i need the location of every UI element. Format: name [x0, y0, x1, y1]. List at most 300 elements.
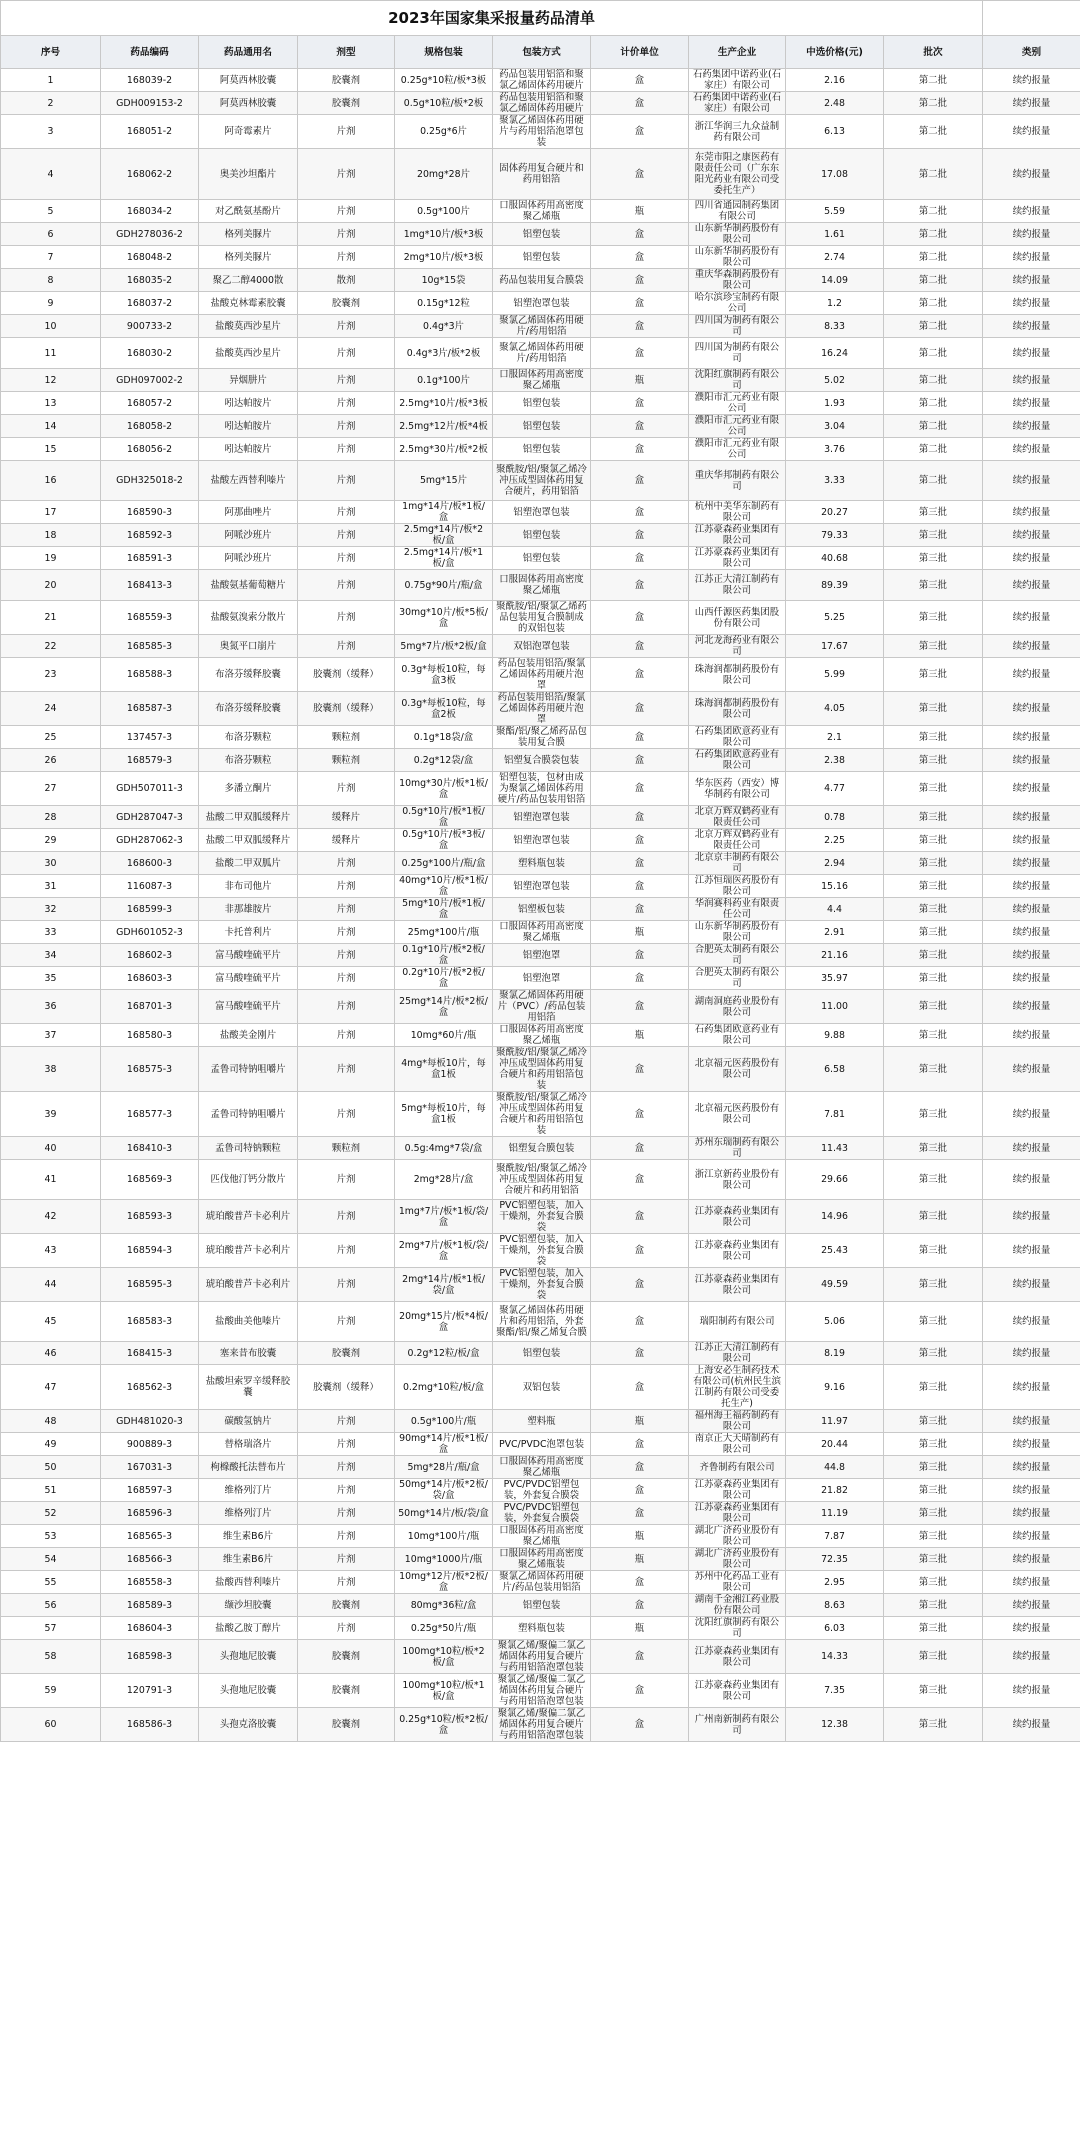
cell-index[interactable]: 47: [1, 1365, 101, 1410]
cell-package-method[interactable]: 药品包装用复合膜袋: [493, 269, 591, 292]
cell-generic-name[interactable]: 盐酸二甲双胍片: [199, 852, 298, 875]
cell-package-method[interactable]: 聚氯乙烯固体药用硬片/药品包装用铝箔: [493, 1571, 591, 1594]
cell-batch[interactable]: 第三批: [884, 921, 983, 944]
cell-drug-code[interactable]: 168592-3: [101, 524, 199, 547]
cell-manufacturer[interactable]: 北京万辉双鹤药业有限责任公司: [689, 806, 786, 829]
cell-batch[interactable]: 第三批: [884, 806, 983, 829]
cell-drug-code[interactable]: 168586-3: [101, 1708, 199, 1742]
cell-index[interactable]: 29: [1, 829, 101, 852]
cell-selected-price[interactable]: 29.66: [786, 1160, 884, 1200]
cell-pricing-unit[interactable]: 盒: [591, 292, 689, 315]
cell-spec-package[interactable]: 0.2mg*10粒/板/盒: [395, 1365, 493, 1410]
cell-category[interactable]: 续约报量: [983, 1365, 1080, 1410]
cell-batch[interactable]: 第三批: [884, 601, 983, 635]
cell-batch[interactable]: 第三批: [884, 1674, 983, 1708]
cell-category[interactable]: 续约报量: [983, 1160, 1080, 1200]
cell-manufacturer[interactable]: 江苏豪森药业集团有限公司: [689, 1234, 786, 1268]
cell-drug-code[interactable]: 168051-2: [101, 115, 199, 149]
cell-selected-price[interactable]: 49.59: [786, 1268, 884, 1302]
cell-pricing-unit[interactable]: 盒: [591, 115, 689, 149]
cell-drug-code[interactable]: 168583-3: [101, 1302, 199, 1342]
cell-index[interactable]: 58: [1, 1640, 101, 1674]
cell-drug-code[interactable]: 168062-2: [101, 149, 199, 200]
cell-package-method[interactable]: 口服固体药用高密度聚乙烯瓶: [493, 200, 591, 223]
cell-batch[interactable]: 第二批: [884, 223, 983, 246]
cell-drug-code[interactable]: 168604-3: [101, 1617, 199, 1640]
cell-index[interactable]: 53: [1, 1525, 101, 1548]
cell-dosage-form[interactable]: 片剂: [298, 898, 395, 921]
cell-category[interactable]: 续约报量: [983, 501, 1080, 524]
cell-drug-code[interactable]: 168591-3: [101, 547, 199, 570]
cell-selected-price[interactable]: 2.1: [786, 726, 884, 749]
cell-drug-code[interactable]: GDH287047-3: [101, 806, 199, 829]
cell-dosage-form[interactable]: 片剂: [298, 1525, 395, 1548]
cell-index[interactable]: 24: [1, 692, 101, 726]
cell-category[interactable]: 续约报量: [983, 601, 1080, 635]
cell-index[interactable]: 40: [1, 1137, 101, 1160]
cell-manufacturer[interactable]: 重庆华邦制药有限公司: [689, 461, 786, 501]
cell-generic-name[interactable]: 阿那曲唑片: [199, 501, 298, 524]
cell-package-method[interactable]: 聚氯乙烯固体药用硬片/药用铝箔: [493, 315, 591, 338]
cell-selected-price[interactable]: 2.16: [786, 69, 884, 92]
cell-generic-name[interactable]: 孟鲁司特钠颗粒: [199, 1137, 298, 1160]
cell-batch[interactable]: 第三批: [884, 501, 983, 524]
cell-generic-name[interactable]: 多潘立酮片: [199, 772, 298, 806]
cell-package-method[interactable]: 药品包装用铝箔和聚氯乙烯固体药用硬片: [493, 92, 591, 115]
cell-spec-package[interactable]: 0.2g*10片/板*2板/盒: [395, 967, 493, 990]
cell-package-method[interactable]: PVC铝塑包装，加入干燥剂，外套复合膜袋: [493, 1234, 591, 1268]
cell-batch[interactable]: 第二批: [884, 200, 983, 223]
cell-selected-price[interactable]: 11.97: [786, 1410, 884, 1433]
cell-index[interactable]: 15: [1, 438, 101, 461]
cell-spec-package[interactable]: 5mg*每板10片，每盒1板: [395, 1092, 493, 1137]
cell-package-method[interactable]: 铝塑泡罩包装: [493, 292, 591, 315]
cell-manufacturer[interactable]: 北京京丰制药有限公司: [689, 852, 786, 875]
cell-drug-code[interactable]: 120791-3: [101, 1674, 199, 1708]
cell-selected-price[interactable]: 14.96: [786, 1200, 884, 1234]
cell-dosage-form[interactable]: 片剂: [298, 1571, 395, 1594]
cell-index[interactable]: 1: [1, 69, 101, 92]
cell-category[interactable]: 续约报量: [983, 944, 1080, 967]
cell-batch[interactable]: 第二批: [884, 292, 983, 315]
cell-manufacturer[interactable]: 湖南千金湘江药业股份有限公司: [689, 1594, 786, 1617]
cell-selected-price[interactable]: 6.13: [786, 115, 884, 149]
cell-generic-name[interactable]: 盐酸曲美他嗪片: [199, 1302, 298, 1342]
cell-spec-package[interactable]: 50mg*14片/板/袋/盒: [395, 1502, 493, 1525]
cell-batch[interactable]: 第三批: [884, 1548, 983, 1571]
cell-drug-code[interactable]: 168590-3: [101, 501, 199, 524]
cell-drug-code[interactable]: 116087-3: [101, 875, 199, 898]
cell-manufacturer[interactable]: 江苏豪森药业集团有限公司: [689, 1268, 786, 1302]
cell-index[interactable]: 51: [1, 1479, 101, 1502]
cell-index[interactable]: 23: [1, 658, 101, 692]
cell-manufacturer[interactable]: 浙江京新药业股份有限公司: [689, 1160, 786, 1200]
cell-drug-code[interactable]: 168035-2: [101, 269, 199, 292]
cell-spec-package[interactable]: 50mg*14片/板*2板/袋/盒: [395, 1479, 493, 1502]
cell-index[interactable]: 60: [1, 1708, 101, 1742]
cell-batch[interactable]: 第二批: [884, 115, 983, 149]
cell-selected-price[interactable]: 6.03: [786, 1617, 884, 1640]
cell-dosage-form[interactable]: 胶囊剂（缓释）: [298, 692, 395, 726]
cell-spec-package[interactable]: 2mg*10片/板*3板: [395, 246, 493, 269]
cell-package-method[interactable]: 口服固体药用高密度聚乙烯瓶: [493, 1024, 591, 1047]
cell-category[interactable]: 续约报量: [983, 1302, 1080, 1342]
cell-category[interactable]: 续约报量: [983, 524, 1080, 547]
cell-selected-price[interactable]: 11.00: [786, 990, 884, 1024]
cell-batch[interactable]: 第二批: [884, 269, 983, 292]
cell-package-method[interactable]: 聚氯乙烯/聚偏二氯乙烯固体药用复合硬片与药用铝箔泡罩包装: [493, 1640, 591, 1674]
cell-category[interactable]: 续约报量: [983, 921, 1080, 944]
cell-selected-price[interactable]: 44.8: [786, 1456, 884, 1479]
cell-index[interactable]: 57: [1, 1617, 101, 1640]
cell-selected-price[interactable]: 17.67: [786, 635, 884, 658]
cell-drug-code[interactable]: 168056-2: [101, 438, 199, 461]
cell-category[interactable]: 续约报量: [983, 1708, 1080, 1742]
cell-dosage-form[interactable]: 胶囊剂: [298, 1594, 395, 1617]
cell-spec-package[interactable]: 0.5g*10片/板*1板/盒: [395, 806, 493, 829]
cell-package-method[interactable]: 铝塑板包装: [493, 898, 591, 921]
cell-pricing-unit[interactable]: 盒: [591, 1092, 689, 1137]
cell-selected-price[interactable]: 8.33: [786, 315, 884, 338]
cell-index[interactable]: 30: [1, 852, 101, 875]
cell-drug-code[interactable]: 168595-3: [101, 1268, 199, 1302]
cell-manufacturer[interactable]: 瑞阳制药有限公司: [689, 1302, 786, 1342]
cell-drug-code[interactable]: GDH009153-2: [101, 92, 199, 115]
cell-category[interactable]: 续约报量: [983, 635, 1080, 658]
cell-drug-code[interactable]: 168598-3: [101, 1640, 199, 1674]
cell-batch[interactable]: 第三批: [884, 1479, 983, 1502]
cell-package-method[interactable]: 口服固体药用高密度聚乙烯瓶装: [493, 1548, 591, 1571]
cell-batch[interactable]: 第三批: [884, 1024, 983, 1047]
cell-generic-name[interactable]: 盐酸氨溴索分散片: [199, 601, 298, 635]
cell-selected-price[interactable]: 5.59: [786, 200, 884, 223]
cell-generic-name[interactable]: 奥美沙坦酯片: [199, 149, 298, 200]
cell-selected-price[interactable]: 89.39: [786, 570, 884, 601]
cell-category[interactable]: 续约报量: [983, 438, 1080, 461]
cell-category[interactable]: 续约报量: [983, 1525, 1080, 1548]
cell-package-method[interactable]: PVC/PVDC铝塑包装，外套复合膜袋: [493, 1502, 591, 1525]
cell-package-method[interactable]: PVC铝塑包装，加入干燥剂，外套复合膜袋: [493, 1200, 591, 1234]
cell-manufacturer[interactable]: 江苏恒瑞医药股份有限公司: [689, 875, 786, 898]
cell-spec-package[interactable]: 2.5mg*10片/板*3板: [395, 392, 493, 415]
cell-manufacturer[interactable]: 福州海王福药制药有限公司: [689, 1410, 786, 1433]
cell-manufacturer[interactable]: 江苏豪森药业集团有限公司: [689, 547, 786, 570]
cell-package-method[interactable]: 铝塑包装: [493, 524, 591, 547]
cell-generic-name[interactable]: 布洛芬颗粒: [199, 726, 298, 749]
cell-batch[interactable]: 第三批: [884, 692, 983, 726]
cell-package-method[interactable]: 铝塑包装: [493, 223, 591, 246]
cell-category[interactable]: 续约报量: [983, 1137, 1080, 1160]
cell-dosage-form[interactable]: 片剂: [298, 1410, 395, 1433]
cell-category[interactable]: 续约报量: [983, 115, 1080, 149]
cell-selected-price[interactable]: 7.87: [786, 1525, 884, 1548]
cell-pricing-unit[interactable]: 盒: [591, 461, 689, 501]
cell-category[interactable]: 续约报量: [983, 1571, 1080, 1594]
cell-pricing-unit[interactable]: 盒: [591, 246, 689, 269]
cell-drug-code[interactable]: 168597-3: [101, 1479, 199, 1502]
cell-category[interactable]: 续约报量: [983, 69, 1080, 92]
cell-drug-code[interactable]: 168030-2: [101, 338, 199, 369]
cell-index[interactable]: 31: [1, 875, 101, 898]
cell-batch[interactable]: 第二批: [884, 369, 983, 392]
cell-drug-code[interactable]: 168039-2: [101, 69, 199, 92]
cell-spec-package[interactable]: 0.75g*90片/瓶/盒: [395, 570, 493, 601]
cell-index[interactable]: 39: [1, 1092, 101, 1137]
cell-index[interactable]: 52: [1, 1502, 101, 1525]
cell-batch[interactable]: 第三批: [884, 1342, 983, 1365]
cell-dosage-form[interactable]: 缓释片: [298, 806, 395, 829]
cell-package-method[interactable]: 聚氯乙烯/聚偏二氯乙烯固体药用复合硬片与药用铝箔泡罩包装: [493, 1708, 591, 1742]
cell-generic-name[interactable]: 匹伐他汀钙分散片: [199, 1160, 298, 1200]
cell-pricing-unit[interactable]: 盒: [591, 223, 689, 246]
cell-dosage-form[interactable]: 片剂: [298, 635, 395, 658]
cell-selected-price[interactable]: 8.19: [786, 1342, 884, 1365]
cell-selected-price[interactable]: 5.06: [786, 1302, 884, 1342]
cell-spec-package[interactable]: 5mg*7片/板*2板/盒: [395, 635, 493, 658]
cell-category[interactable]: 续约报量: [983, 990, 1080, 1024]
cell-generic-name[interactable]: 维生素B6片: [199, 1525, 298, 1548]
cell-manufacturer[interactable]: 重庆华森制药股份有限公司: [689, 269, 786, 292]
cell-dosage-form[interactable]: 片剂: [298, 570, 395, 601]
cell-batch[interactable]: 第三批: [884, 1617, 983, 1640]
cell-selected-price[interactable]: 72.35: [786, 1548, 884, 1571]
cell-generic-name[interactable]: 吲达帕胺片: [199, 415, 298, 438]
cell-pricing-unit[interactable]: 盒: [591, 806, 689, 829]
cell-spec-package[interactable]: 90mg*14片/板*1板/盒: [395, 1433, 493, 1456]
cell-generic-name[interactable]: 阿莫西林胶囊: [199, 69, 298, 92]
cell-dosage-form[interactable]: 片剂: [298, 369, 395, 392]
title-empty-cell[interactable]: [983, 1, 1080, 36]
cell-manufacturer[interactable]: 东莞市阳之康医药有限责任公司（广东东阳光药业有限公司受委托生产）: [689, 149, 786, 200]
cell-drug-code[interactable]: 168034-2: [101, 200, 199, 223]
cell-pricing-unit[interactable]: 盒: [591, 392, 689, 415]
cell-package-method[interactable]: 铝塑包装: [493, 415, 591, 438]
cell-batch[interactable]: 第二批: [884, 149, 983, 200]
cell-generic-name[interactable]: 碳酸氢钠片: [199, 1410, 298, 1433]
cell-drug-code[interactable]: 168559-3: [101, 601, 199, 635]
cell-generic-name[interactable]: 阿哌沙班片: [199, 524, 298, 547]
cell-drug-code[interactable]: GDH481020-3: [101, 1410, 199, 1433]
cell-package-method[interactable]: 双铝包装: [493, 1365, 591, 1410]
cell-dosage-form[interactable]: 胶囊剂: [298, 1708, 395, 1742]
cell-index[interactable]: 55: [1, 1571, 101, 1594]
cell-manufacturer[interactable]: 沈阳红旗制药有限公司: [689, 369, 786, 392]
cell-dosage-form[interactable]: 缓释片: [298, 829, 395, 852]
cell-package-method[interactable]: 聚酯/铝/聚乙烯药品包装用复合膜: [493, 726, 591, 749]
cell-selected-price[interactable]: 15.16: [786, 875, 884, 898]
cell-manufacturer[interactable]: 石药集团中诺药业(石家庄）有限公司: [689, 92, 786, 115]
cell-manufacturer[interactable]: 石药集团欧意药业有限公司: [689, 1024, 786, 1047]
cell-package-method[interactable]: 铝塑泡罩包装: [493, 829, 591, 852]
cell-drug-code[interactable]: 168602-3: [101, 944, 199, 967]
cell-pricing-unit[interactable]: 盒: [591, 1234, 689, 1268]
cell-dosage-form[interactable]: 片剂: [298, 601, 395, 635]
cell-package-method[interactable]: 铝塑包装: [493, 1342, 591, 1365]
cell-pricing-unit[interactable]: 盒: [591, 315, 689, 338]
cell-spec-package[interactable]: 100mg*10粒/板*2板/盒: [395, 1640, 493, 1674]
cell-index[interactable]: 2: [1, 92, 101, 115]
cell-spec-package[interactable]: 100mg*10粒/板*1板/盒: [395, 1674, 493, 1708]
cell-generic-name[interactable]: 阿奇霉素片: [199, 115, 298, 149]
cell-drug-code[interactable]: 168415-3: [101, 1342, 199, 1365]
cell-generic-name[interactable]: 吲达帕胺片: [199, 438, 298, 461]
cell-dosage-form[interactable]: 颗粒剂: [298, 726, 395, 749]
cell-pricing-unit[interactable]: 盒: [591, 69, 689, 92]
cell-batch[interactable]: 第三批: [884, 1047, 983, 1092]
cell-category[interactable]: 续约报量: [983, 852, 1080, 875]
cell-category[interactable]: 续约报量: [983, 1234, 1080, 1268]
cell-generic-name[interactable]: 盐酸西替利嗪片: [199, 1571, 298, 1594]
cell-spec-package[interactable]: 0.2g*12粒/板/盒: [395, 1342, 493, 1365]
cell-batch[interactable]: 第三批: [884, 772, 983, 806]
cell-selected-price[interactable]: 8.63: [786, 1594, 884, 1617]
cell-spec-package[interactable]: 5mg*15片: [395, 461, 493, 501]
cell-batch[interactable]: 第三批: [884, 1502, 983, 1525]
cell-dosage-form[interactable]: 片剂: [298, 1502, 395, 1525]
cell-dosage-form[interactable]: 片剂: [298, 1548, 395, 1571]
cell-index[interactable]: 18: [1, 524, 101, 547]
cell-drug-code[interactable]: 168575-3: [101, 1047, 199, 1092]
cell-selected-price[interactable]: 2.38: [786, 749, 884, 772]
cell-index[interactable]: 12: [1, 369, 101, 392]
cell-manufacturer[interactable]: 江苏豪森药业集团有限公司: [689, 1200, 786, 1234]
cell-index[interactable]: 49: [1, 1433, 101, 1456]
cell-manufacturer[interactable]: 山东新华制药股份有限公司: [689, 223, 786, 246]
cell-manufacturer[interactable]: 湖南洞庭药业股份有限公司: [689, 990, 786, 1024]
cell-generic-name[interactable]: 盐酸坦索罗辛缓释胶囊: [199, 1365, 298, 1410]
cell-manufacturer[interactable]: 合肥英太制药有限公司: [689, 944, 786, 967]
cell-dosage-form[interactable]: 片剂: [298, 115, 395, 149]
cell-dosage-form[interactable]: 片剂: [298, 772, 395, 806]
cell-pricing-unit[interactable]: 盒: [591, 438, 689, 461]
cell-dosage-form[interactable]: 胶囊剂: [298, 69, 395, 92]
cell-index[interactable]: 11: [1, 338, 101, 369]
cell-batch[interactable]: 第二批: [884, 69, 983, 92]
cell-selected-price[interactable]: 3.33: [786, 461, 884, 501]
cell-pricing-unit[interactable]: 盒: [591, 829, 689, 852]
cell-category[interactable]: 续约报量: [983, 749, 1080, 772]
cell-drug-code[interactable]: 168566-3: [101, 1548, 199, 1571]
header-col-pricing-unit[interactable]: 计价单位: [591, 36, 689, 69]
cell-index[interactable]: 17: [1, 501, 101, 524]
cell-dosage-form[interactable]: 片剂: [298, 1024, 395, 1047]
cell-drug-code[interactable]: 168057-2: [101, 392, 199, 415]
cell-spec-package[interactable]: 20mg*15片/板*4板/盒: [395, 1302, 493, 1342]
cell-generic-name[interactable]: 琥珀酸普芦卡必利片: [199, 1268, 298, 1302]
cell-dosage-form[interactable]: 片剂: [298, 1456, 395, 1479]
cell-generic-name[interactable]: 富马酸喹硫平片: [199, 944, 298, 967]
cell-manufacturer[interactable]: 四川国为制药有限公司: [689, 315, 786, 338]
cell-package-method[interactable]: 铝塑泡罩包装: [493, 875, 591, 898]
cell-pricing-unit[interactable]: 盒: [591, 898, 689, 921]
cell-generic-name[interactable]: 缬沙坦胶囊: [199, 1594, 298, 1617]
cell-package-method[interactable]: 铝塑泡罩包装: [493, 806, 591, 829]
cell-spec-package[interactable]: 0.3g*每板10粒，每盒3板: [395, 658, 493, 692]
cell-dosage-form[interactable]: 胶囊剂: [298, 1342, 395, 1365]
cell-pricing-unit[interactable]: 盒: [591, 269, 689, 292]
cell-spec-package[interactable]: 0.15g*12粒: [395, 292, 493, 315]
cell-selected-price[interactable]: 1.61: [786, 223, 884, 246]
cell-index[interactable]: 34: [1, 944, 101, 967]
cell-manufacturer[interactable]: 山东新华制药股份有限公司: [689, 921, 786, 944]
cell-selected-price[interactable]: 14.33: [786, 1640, 884, 1674]
cell-index[interactable]: 28: [1, 806, 101, 829]
cell-spec-package[interactable]: 5mg*10片/板*1板/盒: [395, 898, 493, 921]
cell-pricing-unit[interactable]: 盒: [591, 1456, 689, 1479]
cell-category[interactable]: 续约报量: [983, 898, 1080, 921]
cell-dosage-form[interactable]: 片剂: [298, 1234, 395, 1268]
cell-category[interactable]: 续约报量: [983, 1640, 1080, 1674]
cell-batch[interactable]: 第三批: [884, 1092, 983, 1137]
cell-drug-code[interactable]: 168588-3: [101, 658, 199, 692]
cell-spec-package[interactable]: 0.5g*100片/瓶: [395, 1410, 493, 1433]
cell-index[interactable]: 20: [1, 570, 101, 601]
cell-index[interactable]: 46: [1, 1342, 101, 1365]
cell-package-method[interactable]: 聚氯乙烯固体药用硬片（PVC）/药品包装用铝箔: [493, 990, 591, 1024]
cell-index[interactable]: 10: [1, 315, 101, 338]
cell-manufacturer[interactable]: 石药集团中诺药业(石家庄）有限公司: [689, 69, 786, 92]
cell-batch[interactable]: 第三批: [884, 570, 983, 601]
cell-package-method[interactable]: 塑料瓶包装: [493, 852, 591, 875]
cell-manufacturer[interactable]: 杭州中美华东制药有限公司: [689, 501, 786, 524]
cell-pricing-unit[interactable]: 瓶: [591, 921, 689, 944]
cell-dosage-form[interactable]: 片剂: [298, 967, 395, 990]
cell-package-method[interactable]: 铝塑泡罩包装: [493, 501, 591, 524]
cell-drug-code[interactable]: 168048-2: [101, 246, 199, 269]
cell-dosage-form[interactable]: 片剂: [298, 338, 395, 369]
cell-category[interactable]: 续约报量: [983, 415, 1080, 438]
cell-generic-name[interactable]: 对乙酰氨基酚片: [199, 200, 298, 223]
cell-generic-name[interactable]: 盐酸美金刚片: [199, 1024, 298, 1047]
cell-drug-code[interactable]: 168585-3: [101, 635, 199, 658]
cell-drug-code[interactable]: 168569-3: [101, 1160, 199, 1200]
cell-manufacturer[interactable]: 苏州东瑞制药有限公司: [689, 1137, 786, 1160]
cell-generic-name[interactable]: 塞来昔布胶囊: [199, 1342, 298, 1365]
cell-spec-package[interactable]: 2mg*14片/板*1板/袋/盒: [395, 1268, 493, 1302]
cell-dosage-form[interactable]: 片剂: [298, 524, 395, 547]
cell-selected-price[interactable]: 40.68: [786, 547, 884, 570]
cell-manufacturer[interactable]: 华润赛科药业有限责任公司: [689, 898, 786, 921]
cell-spec-package[interactable]: 25mg*14片/板*2板/盒: [395, 990, 493, 1024]
cell-index[interactable]: 50: [1, 1456, 101, 1479]
cell-dosage-form[interactable]: 片剂: [298, 149, 395, 200]
cell-generic-name[interactable]: 盐酸左西替利嗪片: [199, 461, 298, 501]
cell-manufacturer[interactable]: 四川国为制药有限公司: [689, 338, 786, 369]
cell-generic-name[interactable]: 替格瑞洛片: [199, 1433, 298, 1456]
cell-package-method[interactable]: 铝塑包装: [493, 547, 591, 570]
cell-category[interactable]: 续约报量: [983, 461, 1080, 501]
cell-generic-name[interactable]: 琥珀酸普芦卡必利片: [199, 1234, 298, 1268]
cell-spec-package[interactable]: 0.1g*10片/板*2板/盒: [395, 944, 493, 967]
cell-dosage-form[interactable]: 片剂: [298, 1047, 395, 1092]
cell-selected-price[interactable]: 12.38: [786, 1708, 884, 1742]
cell-package-method[interactable]: 药品包装用铝箔/聚氯乙烯固体药用硬片泡罩: [493, 692, 591, 726]
cell-batch[interactable]: 第三批: [884, 1410, 983, 1433]
cell-batch[interactable]: 第三批: [884, 967, 983, 990]
cell-package-method[interactable]: 聚氯乙烯固体药用硬片和药用铝箔，外套聚酯/铝/聚乙烯复合膜: [493, 1302, 591, 1342]
sheet-title[interactable]: 2023年国家集采报量药品清单: [1, 1, 983, 36]
cell-dosage-form[interactable]: 片剂: [298, 246, 395, 269]
cell-generic-name[interactable]: 布洛芬缓释胶囊: [199, 658, 298, 692]
cell-category[interactable]: 续约报量: [983, 1092, 1080, 1137]
cell-dosage-form[interactable]: 胶囊剂: [298, 1640, 395, 1674]
header-col-index[interactable]: 序号: [1, 36, 101, 69]
cell-category[interactable]: 续约报量: [983, 1342, 1080, 1365]
cell-drug-code[interactable]: 168580-3: [101, 1024, 199, 1047]
cell-category[interactable]: 续约报量: [983, 772, 1080, 806]
cell-index[interactable]: 33: [1, 921, 101, 944]
cell-spec-package[interactable]: 2.5mg*12片/板*4板: [395, 415, 493, 438]
